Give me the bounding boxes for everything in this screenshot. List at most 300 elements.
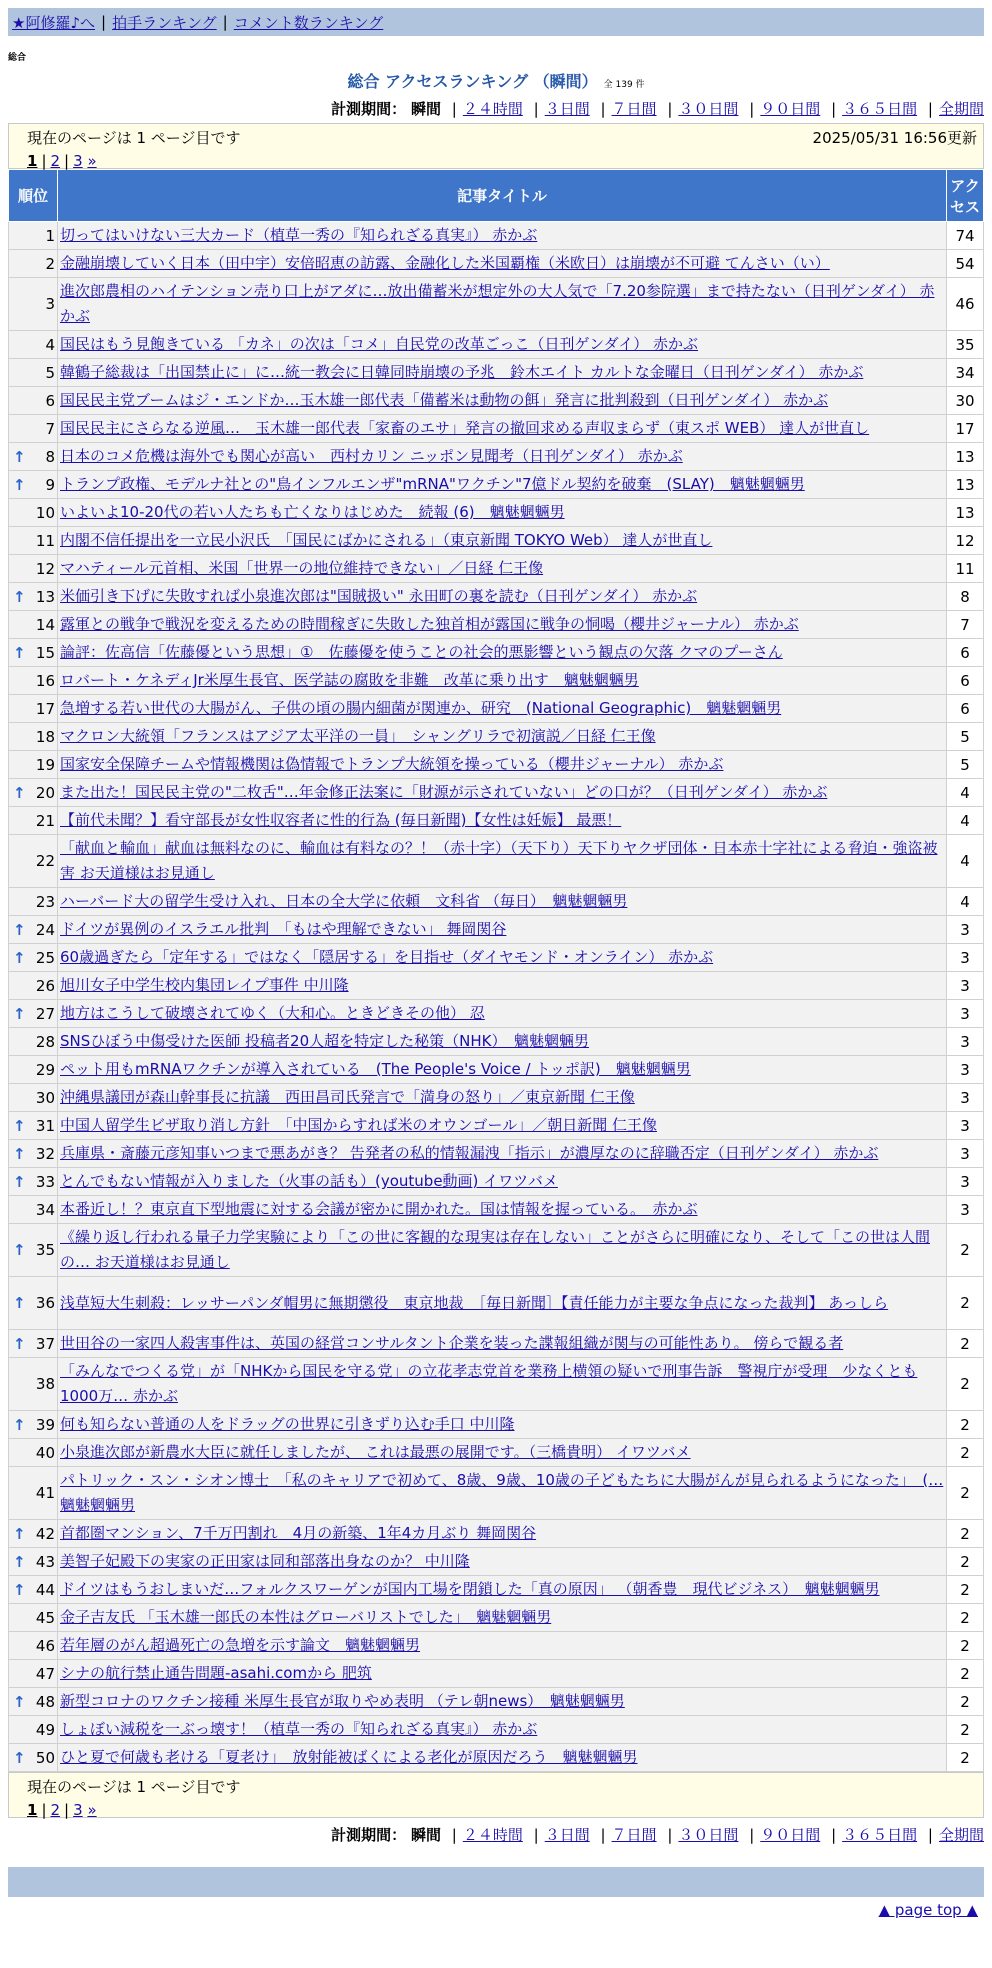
article-title-link[interactable]: 旭川女子中学生校内集団レイプ事件 中川隆 xyxy=(60,976,349,994)
rank-number: 17 xyxy=(35,699,55,718)
rank-number: 21 xyxy=(35,811,55,830)
article-title-link[interactable]: 日本のコメ危機は海外でも関心が高い 西村カリン ニッポン見聞考（日刊ゲンダイ） 赤かぶ xyxy=(60,447,683,465)
period-3d-link[interactable]: ３日間 xyxy=(544,100,590,118)
article-title-link[interactable]: ドイツはもうおしまいだ…フォルクスワーゲンが国内工場を閉鎖した「真の原因」 （朝香豊 現代ビジネス） 魑魅魍魎男 xyxy=(60,1580,880,1598)
period-30d-link[interactable]: ３０日間 xyxy=(678,1826,739,1844)
article-title-link[interactable]: 若年層のがん超過死亡の急増を示す論文 魑魅魍魎男 xyxy=(60,1636,421,1654)
table-row xyxy=(9,1439,984,1467)
rank-number: 30 xyxy=(35,1088,55,1107)
article-title-link[interactable]: とんでもない情報が入りました（火事の話も）(youtube動画) イワツバメ xyxy=(60,1172,558,1190)
rank-number: 13 xyxy=(35,587,55,606)
article-title-link[interactable]: 小泉進次郎が新農水大臣に就任しましたが、 これは最悪の展開です。（三橋貴明） イワツバメ xyxy=(60,1443,691,1461)
rank-number: 46 xyxy=(35,1636,55,1655)
table-row xyxy=(9,611,984,639)
title-cell xyxy=(58,1196,947,1224)
arrow-up-icon: ↑ xyxy=(13,1004,26,1023)
rank-cell xyxy=(9,1028,58,1056)
article-title-link[interactable]: 兵庫県・斎藤元彦知事いつまで悪あがき？ 告発者の私的情報漏洩「指示」が濃厚なのに辞職否定（日刊ゲンダイ） 赤かぶ xyxy=(60,1144,879,1162)
arrow-up-icon: ↑ xyxy=(13,1334,26,1353)
title-cell xyxy=(58,639,947,667)
nav-separator: | xyxy=(222,13,228,31)
rank-cell xyxy=(9,807,58,835)
rank-number: 34 xyxy=(35,1200,55,1219)
arrow-up-icon: ↑ xyxy=(13,1144,26,1163)
table-row xyxy=(9,667,984,695)
article-title-link[interactable]: 沖縄県議団が森山幹事長に抗議 西田昌司氏発言で「満身の怒り」／東京新聞 仁王像 xyxy=(60,1088,635,1106)
title-cell xyxy=(58,415,947,443)
access-count: 17 xyxy=(947,415,984,443)
rank-number: 3 xyxy=(45,295,55,313)
rank-number: 35 xyxy=(35,1241,55,1259)
table-row xyxy=(9,499,984,527)
article-title-link[interactable]: 「みんなでつくる党」が「NHKから国民を守る党」の立花孝志党首を業務上横領の疑いで刑事告訴 警視庁が受理 少なくとも1000万… 赤かぶ xyxy=(60,1362,918,1405)
title-cell xyxy=(58,916,947,944)
rank-cell xyxy=(9,723,58,751)
article-title-link[interactable]: ひと夏で何歳も老ける「夏老け」 放射能被ばくによる老化が原因だろう 魑魅魍魎男 xyxy=(60,1748,638,1766)
rank-cell xyxy=(9,1084,58,1112)
title-cell xyxy=(58,1520,947,1548)
rank-cell xyxy=(9,1168,58,1196)
access-count: 4 xyxy=(947,835,984,888)
table-row xyxy=(9,1084,984,1112)
rank-cell xyxy=(9,1576,58,1604)
table-row xyxy=(9,1688,984,1716)
access-count: 13 xyxy=(947,443,984,471)
arrow-up-icon: ↑ xyxy=(13,1748,26,1767)
rank-cell xyxy=(9,1688,58,1716)
table-row xyxy=(9,723,984,751)
page-status-box-bottom xyxy=(8,1772,984,1818)
rank-number: 26 xyxy=(35,976,55,995)
article-title-link[interactable]: しょぼい減税を一ぶっ壊す！（植草一秀の『知られざる真実』） 赤かぶ xyxy=(60,1720,538,1738)
title-cell xyxy=(58,1028,947,1056)
period-7d-link[interactable]: ７日間 xyxy=(611,1826,657,1844)
period-24h-link[interactable]: ２４時間 xyxy=(462,1826,523,1844)
total-count: 全 139 件 xyxy=(603,80,645,90)
title-cell xyxy=(58,1411,947,1439)
article-title-link[interactable]: 美智子妃殿下の実家の正田家は同和部落出身なのか？ 中川隆 xyxy=(60,1552,470,1570)
period-90d-link[interactable]: ９０日間 xyxy=(760,100,821,118)
rank-number: 10 xyxy=(35,503,55,522)
access-count: 2 xyxy=(947,1520,984,1548)
page-status-box xyxy=(8,123,984,169)
access-count: 8 xyxy=(947,583,984,611)
article-title-link[interactable]: 《繰り返し行われる量子力学実験により「この世に客観的な現実は存在しない」ことがさらに明確になり、そして「この世は人間の… お天道様はお見通し xyxy=(60,1228,931,1271)
title-cell xyxy=(58,250,947,278)
access-count: 3 xyxy=(947,944,984,972)
article-title-link[interactable]: 浅草短大生刺殺：レッサーパンダ帽男に無期懲役 東京地裁 ［毎日新聞］【責任能力が主要な争点になった裁判】 あっしら xyxy=(60,1293,889,1312)
title-cell xyxy=(58,1660,947,1688)
rank-cell xyxy=(9,1411,58,1439)
period-7d-link[interactable]: ７日間 xyxy=(611,100,657,118)
rank-number: 18 xyxy=(35,727,55,746)
table-row xyxy=(9,331,984,359)
period-all-link[interactable]: 全期間 xyxy=(938,100,984,118)
rank-number: 6 xyxy=(45,391,55,410)
rank-number: 44 xyxy=(35,1580,55,1599)
article-title-link[interactable]: また出た！国民民主党の"二枚舌"…年金修正法案に「財源が示されていない」どの口が？（日刊ゲンダイ） 赤かぶ xyxy=(60,783,828,801)
article-title-link[interactable]: トランプ政権、モデルナ社との"鳥インフルエンザ"mRNA"ワクチン"7億ドル契約を破棄 (SLAY) 魑魅魍魎男 xyxy=(60,475,805,493)
access-count: 2 xyxy=(947,1660,984,1688)
table-row xyxy=(9,415,984,443)
access-count: 2 xyxy=(947,1576,984,1604)
table-row xyxy=(9,1632,984,1660)
rank-number: 29 xyxy=(35,1060,55,1079)
title-cell xyxy=(58,944,947,972)
arrow-up-icon: ↑ xyxy=(13,783,26,802)
rank-number: 50 xyxy=(35,1748,55,1767)
rank-cell xyxy=(9,1196,58,1224)
title-cell xyxy=(58,555,947,583)
title-cell xyxy=(58,1548,947,1576)
comment-ranking-link[interactable]: コメント数ランキング xyxy=(233,13,384,32)
rank-number: 31 xyxy=(35,1116,55,1135)
access-count: 3 xyxy=(947,972,984,1000)
rank-number: 23 xyxy=(35,892,55,911)
title-cell xyxy=(58,1056,947,1084)
access-count: 4 xyxy=(947,807,984,835)
rank-cell xyxy=(9,1358,58,1411)
rank-number: 45 xyxy=(35,1608,55,1627)
rank-number: 5 xyxy=(45,363,55,382)
article-title-link[interactable]: ロバート・ケネディJr米厚生長官、医学誌の腐敗を非難 改革に乗り出す 魑魅魍魎男 xyxy=(60,671,639,689)
period-selector-top: 計測期間： 瞬間 | ２４時間 | ３日間 | ７日間 | ３０日間 | ９０日間 | ３６５日間 | 全期間 xyxy=(331,100,984,118)
pager-next[interactable]: » xyxy=(87,152,97,170)
rank-cell xyxy=(9,1439,58,1467)
article-title-link[interactable]: 首都圏マンション、7千万円割れ 4月の新築、1年4カ月ぶり 舞岡関谷 xyxy=(60,1524,537,1542)
article-title-link[interactable]: 内閣不信任提出を一立民小沢氏 「国民にばかにされる」（東京新聞 TOKYO Web） 達人が世直し xyxy=(60,531,713,549)
title-cell xyxy=(58,888,947,916)
period-365d-link[interactable]: ３６５日間 xyxy=(842,1826,918,1844)
rank-cell xyxy=(9,944,58,972)
ranking-table-body xyxy=(9,222,984,1772)
nav-separator: | xyxy=(101,13,107,31)
home-link[interactable]: ★阿修羅♪へ xyxy=(12,13,96,32)
article-title-link[interactable]: 60歳過ぎたら「定年する」ではなく「隠居する」を目指せ（ダイヤモンド・オンライン） 赤かぶ xyxy=(60,948,714,966)
table-row xyxy=(9,1520,984,1548)
rank-number: 1 xyxy=(45,226,55,245)
access-count: 5 xyxy=(947,751,984,779)
title-cell xyxy=(58,972,947,1000)
rank-number: 11 xyxy=(35,531,55,550)
article-title-link[interactable]: 金融崩壊していく日本（田中宇）安倍昭恵の訪露、金融化した米国覇権（米欧日）は崩壊が不可避 てんさい（い） xyxy=(60,254,830,272)
title-cell xyxy=(58,1000,947,1028)
article-title-link[interactable]: シナの航行禁止通告問題-asahi.comから 肥筑 xyxy=(60,1664,372,1682)
period-label: 計測期間： xyxy=(331,1826,407,1844)
article-title-link[interactable]: 急増する若い世代の大腸がん、子供の頃の腸内細菌が関連か、研究 (National Geographic) 魑魅魍魎男 xyxy=(60,699,782,717)
title-cell xyxy=(58,695,947,723)
access-count: 35 xyxy=(947,331,984,359)
page-title xyxy=(0,69,992,92)
title-cell xyxy=(58,331,947,359)
access-count: 2 xyxy=(947,1632,984,1660)
access-count: 13 xyxy=(947,471,984,499)
table-row xyxy=(9,527,984,555)
title-cell xyxy=(58,1632,947,1660)
rank-cell xyxy=(9,667,58,695)
table-row xyxy=(9,1028,984,1056)
rank-number: 14 xyxy=(35,615,55,634)
pager-page-2[interactable]: 2 xyxy=(50,152,61,170)
rank-number: 25 xyxy=(35,948,55,967)
rank-cell xyxy=(9,1604,58,1632)
rank-cell xyxy=(9,222,58,250)
article-title-link[interactable]: 地方はこうして破壊されてゆく（大和心。ときどきその他） 忍 xyxy=(60,1004,485,1022)
article-title-link[interactable]: ハーバード大の留学生受け入れ、日本の全大学に依頼 文科省 （毎日） 魑魅魍魎男 xyxy=(60,892,628,910)
rank-number: 47 xyxy=(35,1664,55,1683)
arrow-up-icon: ↑ xyxy=(13,1172,26,1191)
rank-number: 36 xyxy=(35,1294,55,1312)
access-count: 4 xyxy=(947,888,984,916)
period-current: 瞬間 xyxy=(410,100,441,118)
arrow-up-icon: ↑ xyxy=(13,1692,26,1711)
table-row xyxy=(9,1411,984,1439)
pager-page-2[interactable]: 2 xyxy=(50,1801,61,1819)
rank-cell xyxy=(9,250,58,278)
title-cell xyxy=(58,1224,947,1277)
access-count: 2 xyxy=(947,1439,984,1467)
title-cell xyxy=(58,1330,947,1358)
access-count: 54 xyxy=(947,250,984,278)
table-row xyxy=(9,1576,984,1604)
arrow-up-icon: ↑ xyxy=(13,1294,26,1312)
arrow-up-icon: ↑ xyxy=(13,1580,26,1599)
table-row xyxy=(9,471,984,499)
article-title-link[interactable]: 何も知らない普通の人をドラッグの世界に引きずり込む手口 中川隆 xyxy=(60,1415,515,1433)
article-title-link[interactable]: SNSひぼう中傷受けた医師 投稿者20人超を特定した秘策（NHK） 魑魅魍魎男 xyxy=(60,1032,589,1050)
rank-cell xyxy=(9,1000,58,1028)
table-row xyxy=(9,555,984,583)
page-top-link[interactable]: ▲ page top ▲ xyxy=(878,1901,978,1919)
pager-next[interactable]: » xyxy=(87,1801,97,1819)
arrow-up-icon: ↑ xyxy=(13,475,26,494)
rank-cell xyxy=(9,555,58,583)
table-row xyxy=(9,1056,984,1084)
arrow-up-icon: ↑ xyxy=(13,1552,26,1571)
table-row xyxy=(9,1660,984,1688)
rank-column-header: 順位 xyxy=(9,170,58,222)
title-cell xyxy=(58,583,947,611)
title-cell xyxy=(58,1604,947,1632)
table-row xyxy=(9,916,984,944)
rank-number: 8 xyxy=(45,447,55,466)
rank-number: 28 xyxy=(35,1032,55,1051)
access-count: 30 xyxy=(947,387,984,415)
pager-page-3[interactable]: 3 xyxy=(73,152,83,170)
access-count: 4 xyxy=(947,779,984,807)
table-row xyxy=(9,751,984,779)
article-title-link[interactable]: 世田谷の一家四人殺害事件は、英国の経営コンサルタント企業を装った諜報組織が関与の可能性あり。 傍らで観る者 xyxy=(60,1334,844,1352)
rank-cell xyxy=(9,415,58,443)
title-cell xyxy=(58,835,947,888)
rank-number: 37 xyxy=(35,1334,55,1353)
title-cell xyxy=(58,471,947,499)
period-3d-link[interactable]: ３日間 xyxy=(544,1826,590,1844)
pager-current-page: 1 xyxy=(27,152,38,170)
rank-number: 16 xyxy=(35,671,55,690)
title-cell xyxy=(58,443,947,471)
access-count: 11 xyxy=(947,555,984,583)
title-cell xyxy=(58,527,947,555)
rank-cell xyxy=(9,1660,58,1688)
clap-ranking-link[interactable]: 拍手ランキング xyxy=(112,13,217,32)
article-title-link[interactable]: 国民民主党ブームはジ・エンドか…玉木雄一郎代表「備蓄米は動物の餌」発言に批判殺到（日刊ゲンダイ） 赤かぶ xyxy=(60,391,829,409)
rank-number: 49 xyxy=(35,1720,55,1739)
access-count: 3 xyxy=(947,1168,984,1196)
rank-number: 9 xyxy=(45,475,55,494)
article-title-link[interactable]: 露軍との戦争で戦況を変えるための時間稼ぎに失敗した独首相が露国に戦争の恫喝（櫻井ジャーナル） 赤かぶ xyxy=(60,615,799,633)
title-cell xyxy=(58,1084,947,1112)
category-label: 総合 xyxy=(8,53,27,63)
page-title-text: 総合 アクセスランキング （瞬間） xyxy=(347,72,598,91)
table-row xyxy=(9,443,984,471)
table-row xyxy=(9,1000,984,1028)
table-row xyxy=(9,1744,984,1772)
article-title-link[interactable]: 新型コロナのワクチン接種 米厚生長官が取りやめ表明 （テレ朝news） 魑魅魍魎男 xyxy=(60,1692,625,1710)
article-title-link[interactable]: マハティール元首相、米国「世界一の地位維持できない」／日経 仁王像 xyxy=(60,559,544,577)
pager-page-3[interactable]: 3 xyxy=(73,1801,83,1819)
arrow-up-icon: ↑ xyxy=(13,1524,26,1543)
rank-cell xyxy=(9,583,58,611)
table-row xyxy=(9,695,984,723)
title-column-header: 記事タイトル xyxy=(58,170,947,222)
rank-cell xyxy=(9,1277,58,1330)
table-row xyxy=(9,1716,984,1744)
rank-cell xyxy=(9,443,58,471)
rank-cell xyxy=(9,751,58,779)
current-page-text-bottom: 現在のページは 1 ページ目です xyxy=(27,1778,241,1796)
rank-cell xyxy=(9,499,58,527)
period-current: 瞬間 xyxy=(410,1826,441,1844)
title-cell xyxy=(58,1112,947,1140)
rank-cell xyxy=(9,1467,58,1520)
table-row xyxy=(9,1604,984,1632)
rank-cell xyxy=(9,359,58,387)
article-title-link[interactable]: 中国人留学生ビザ取り消し方針 「中国からすれば米のオウンゴール」／朝日新聞 仁王像 xyxy=(60,1116,657,1134)
access-count: 3 xyxy=(947,1084,984,1112)
article-title-link[interactable]: 金子吉友氏 「玉木雄一郎氏の本性はグローバリストでした」 魑魅魍魎男 xyxy=(60,1608,552,1626)
article-title-link[interactable]: 本番近し！？東京直下型地震に対する会議が密かに開かれた。国は情報を握っている。 赤かぶ xyxy=(60,1200,698,1218)
title-cell xyxy=(58,1140,947,1168)
access-count: 2 xyxy=(947,1744,984,1772)
rank-number: 27 xyxy=(35,1004,55,1023)
pager-current-page: 1 xyxy=(27,1801,38,1819)
rank-cell xyxy=(9,888,58,916)
title-cell xyxy=(58,278,947,331)
access-count: 2 xyxy=(947,1411,984,1439)
rank-number: 41 xyxy=(35,1484,55,1502)
access-column-header: アクセス xyxy=(947,170,984,222)
table-row xyxy=(9,1196,984,1224)
rank-number: 24 xyxy=(35,920,55,939)
article-title-link[interactable]: 国民はもう見飽きている 「カネ」の次は「コメ」自民党の改革ごっこ（日刊ゲンダイ） 赤かぶ xyxy=(60,335,699,353)
updated-timestamp: 2025/05/31 16:56更新 xyxy=(812,129,977,147)
table-row xyxy=(9,972,984,1000)
period-selector-bottom: 計測期間： 瞬間 | ２４時間 | ３日間 | ７日間 | ３０日間 | ９０日間 | ３６５日間 | 全期間 xyxy=(331,1826,984,1844)
rank-cell xyxy=(9,471,58,499)
article-title-link[interactable]: 「献血と輸血」献血は無料なのに、輸血は有料なの？！（赤十字）（天下り）天下りヤクザ団体・日本赤十字社による脅迫・強盗被害 お天道様はお見通し xyxy=(60,839,938,882)
rank-cell xyxy=(9,835,58,888)
period-24h-link[interactable]: ２４時間 xyxy=(462,100,523,118)
article-title-link[interactable]: いよいよ10-20代の若い人たちも亡くなりはじめた 続報 (6) 魑魅魍魎男 xyxy=(60,503,565,521)
access-count: 6 xyxy=(947,667,984,695)
rank-cell xyxy=(9,695,58,723)
rank-number: 32 xyxy=(35,1144,55,1163)
rank-cell xyxy=(9,611,58,639)
period-90d-link[interactable]: ９０日間 xyxy=(760,1826,821,1844)
period-30d-link[interactable]: ３０日間 xyxy=(678,100,739,118)
arrow-up-icon: ↑ xyxy=(13,1241,26,1259)
period-all-link[interactable]: 全期間 xyxy=(938,1826,984,1844)
article-title-link[interactable]: 韓鶴子総裁は「出国禁止に」に…統一教会に日韓同時崩壊の予兆 鈴木エイト カルトな金曜日（日刊ゲンダイ） 赤かぶ xyxy=(60,363,864,381)
rank-number: 7 xyxy=(45,419,55,438)
table-row xyxy=(9,1140,984,1168)
article-title-link[interactable]: ペット用もmRNAワクチンが導入されている (The People's Voice / トッポ訳) 魑魅魍魎男 xyxy=(60,1060,691,1078)
rank-number: 12 xyxy=(35,559,55,578)
table-row xyxy=(9,1277,984,1330)
table-row xyxy=(9,222,984,250)
access-count: 6 xyxy=(947,695,984,723)
rank-number: 39 xyxy=(35,1415,55,1434)
table-row xyxy=(9,1168,984,1196)
article-title-link[interactable]: 論評：佐高信「佐藤優という思想」① 佐藤優を使うことの社会的悪影響という観点の欠落 クマのプーさん xyxy=(60,643,783,661)
access-count: 3 xyxy=(947,1112,984,1140)
rank-number: 15 xyxy=(35,643,55,662)
article-title-link[interactable]: 進次郎農相のハイテンション売り口上がアダに…放出備蓄米が想定外の大人気で「7.20参院選」まで持たない（日刊ゲンダイ） 赤かぶ xyxy=(60,282,935,325)
ranking-table xyxy=(8,169,984,1772)
article-title-link[interactable]: 切ってはいけない三大カード（植草一秀の『知られざる真実』） 赤かぶ xyxy=(60,226,538,244)
title-cell xyxy=(58,723,947,751)
access-count: 3 xyxy=(947,1000,984,1028)
rank-cell xyxy=(9,1330,58,1358)
rank-number: 20 xyxy=(35,783,55,802)
rank-cell xyxy=(9,1548,58,1576)
arrow-up-icon: ↑ xyxy=(13,948,26,967)
access-count: 3 xyxy=(947,1028,984,1056)
rank-cell xyxy=(9,639,58,667)
table-row xyxy=(9,807,984,835)
article-title-link[interactable]: 【前代未聞？】看守部長が女性収容者に性的行為 (毎日新聞)【女性は妊娠】 最悪！ xyxy=(60,811,622,829)
arrow-up-icon: ↑ xyxy=(13,920,26,939)
access-count: 2 xyxy=(947,1688,984,1716)
period-365d-link[interactable]: ３６５日間 xyxy=(842,100,918,118)
table-row xyxy=(9,1548,984,1576)
title-cell xyxy=(58,1744,947,1772)
article-title-link[interactable]: 米価引き下げに失敗すれば小泉進次郎は"国賊扱い" 永田町の裏を読む（日刊ゲンダイ） 赤かぶ xyxy=(60,587,698,605)
rank-cell xyxy=(9,1716,58,1744)
title-cell xyxy=(58,751,947,779)
arrow-up-icon: ↑ xyxy=(13,1415,26,1434)
table-row xyxy=(9,250,984,278)
title-cell xyxy=(58,1716,947,1744)
rank-cell xyxy=(9,1224,58,1277)
article-title-link[interactable]: 国家安全保障チームや情報機関は偽情報でトランプ大統領を操っている（櫻井ジャーナル） 赤かぶ xyxy=(60,755,724,773)
table-row xyxy=(9,583,984,611)
article-title-link[interactable]: パトリック・スン・シオン博士 「私のキャリアで初めて、8歳、9歳、10歳の子どもたちに大腸がんが見られるようになった」 (… 魑魅魍魎男 xyxy=(60,1471,944,1514)
table-row xyxy=(9,1358,984,1411)
article-title-link[interactable]: ドイツが異例のイスラエル批判 「もはや理解できない」 舞岡関谷 xyxy=(60,920,507,938)
rank-cell xyxy=(9,1632,58,1660)
top-nav-bar xyxy=(8,8,984,36)
table-row xyxy=(9,1330,984,1358)
access-count: 74 xyxy=(947,222,984,250)
arrow-up-icon: ↑ xyxy=(13,1116,26,1135)
table-row xyxy=(9,1224,984,1277)
table-row xyxy=(9,387,984,415)
article-title-link[interactable]: 国民民主にさらなる逆風… 玉木雄一郎代表「家畜のエサ」発言の撤回求める声収まらず（東スポ WEB） 達人が世直し xyxy=(60,419,870,437)
rank-cell xyxy=(9,1056,58,1084)
article-title-link[interactable]: マクロン大統領「フランスはアジア太平洋の一員」 シャングリラで初演説／日経 仁王像 xyxy=(60,727,656,745)
